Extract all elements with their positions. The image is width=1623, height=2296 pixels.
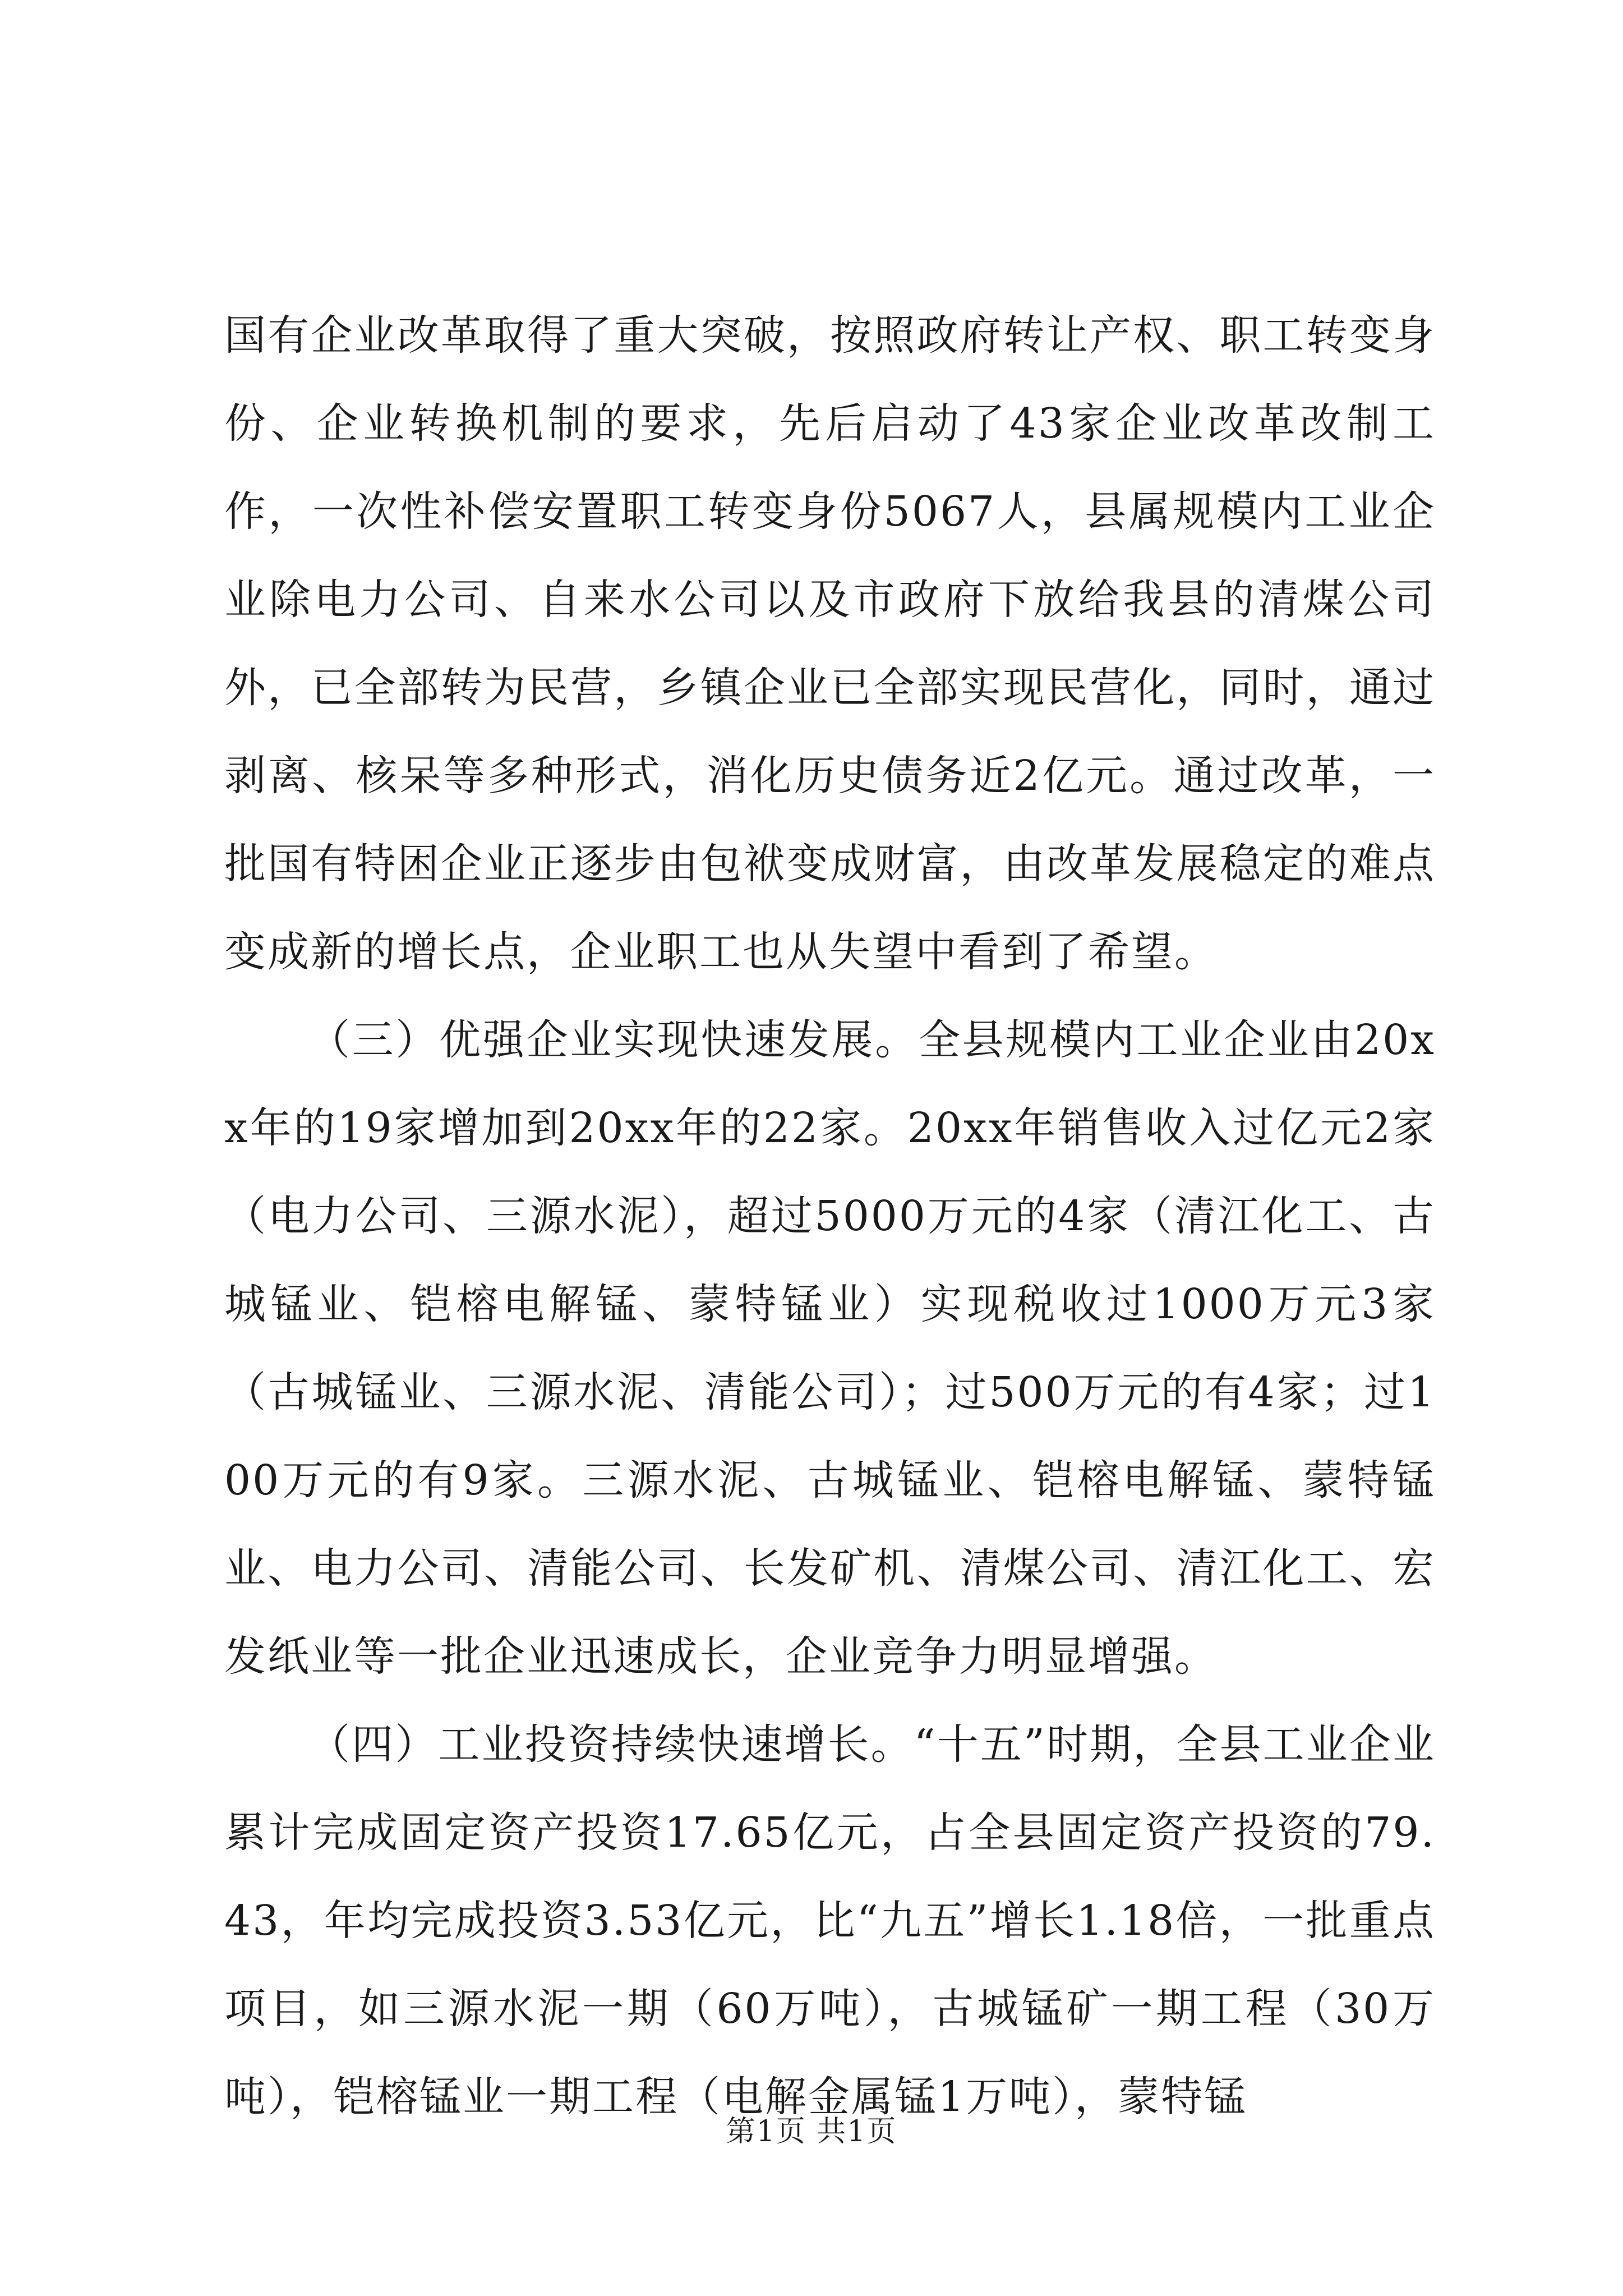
- paragraph-reform: 国有企业改革取得了重大突破，按照政府转让产权、职工转变身份、企业转换机制的要求，先后启动了43家企业改革改制工作，一次性补偿安置职工转变身份5067人，县属规模内工业企业除电力公司、自来水公司以及市政府下放给我县的清煤公司外，已全部转为民营，乡镇企业已全部实现民营化，同时，通过剥离、核呆等多种形式，消化历史债务近2亿元。通过改革，一批国有特困企业正逐步由包袱变成财富，由改革发展稳定的难点变成新的增长点，企业职工也从失望中看到了希望。: [224, 311, 1436, 976]
- document-body: [224, 292, 1436, 2141]
- paragraph-strong-enterprises: （三）优强企业实现快速发展。全县规模内工业企业由20xx年的19家增加到20xx年的22家。20xx年销售收入过亿元2家（电力公司、三源水泥），超过5000万元的4家（清江化工、古城锰业、铠榕电解锰、蒙特锰业）实现税收过1000万元3家（古城锰业、三源水泥、清能公司）；过500万元的有4家；过100万元的有9家。三源水泥、古城锰业、铠榕电解锰、蒙特锰业、电力公司、清能公司、长发矿机、清煤公司、清江化工、宏发纸业等一批企业迅速成长，企业竞争力明显增强。: [224, 1016, 1436, 1681]
- page-footer: 第1页 共1页: [726, 2115, 897, 2148]
- paragraph-industrial-investment: （四）工业投资持续快速增长。“十五”时期，全县工业企业累计完成固定资产投资17.65亿元，占全县固定资产投资的79.43，年均完成投资3.53亿元，比“九五”增长1.18倍，一批重点项目，如三源水泥一期（60万吨），古城锰矿一期工程（30万吨），铠榕锰业一期工程（电解金属锰1万吨），蒙特锰: [224, 1720, 1436, 2121]
